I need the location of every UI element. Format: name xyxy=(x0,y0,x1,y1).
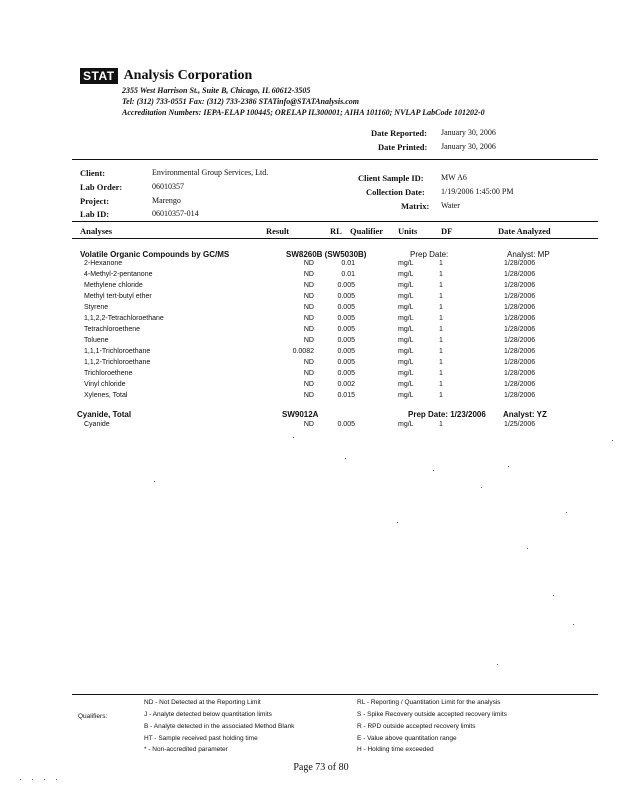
df-value: 1 xyxy=(439,315,443,322)
section-prep-date: Prep Date: 1/23/2006 xyxy=(408,410,486,419)
units-value: mg/L xyxy=(398,381,414,388)
client-label: Client: xyxy=(80,168,106,178)
analyte-name: Tetrachloroethene xyxy=(84,326,141,333)
result-value: ND xyxy=(303,282,314,289)
lab-order: 06010357 xyxy=(152,182,184,191)
table-row xyxy=(0,326,642,337)
df-value: 1 xyxy=(439,392,443,399)
units-value: mg/L xyxy=(398,337,414,344)
matrix-label: Matrix: xyxy=(401,201,430,211)
lab-id-label: Lab ID: xyxy=(80,209,110,219)
date-analyzed: 1/28/2006 xyxy=(504,282,536,289)
date-analyzed: 1/28/2006 xyxy=(504,370,536,377)
date-reported: January 30, 2006 xyxy=(441,128,496,137)
table-row xyxy=(0,315,642,326)
date-analyzed: 1/28/2006 xyxy=(504,315,536,322)
df-value: 1 xyxy=(439,337,443,344)
units-value: mg/L xyxy=(398,315,414,322)
rl-value: 0.005 xyxy=(337,326,355,333)
result-value: ND xyxy=(303,370,314,377)
result-value: ND xyxy=(303,359,314,366)
section-analyst: Analyst: MP xyxy=(507,250,550,259)
logo-mark: STAT xyxy=(80,68,118,84)
rl-value: 0.005 xyxy=(337,337,355,344)
date-analyzed: 1/28/2006 xyxy=(504,337,536,344)
table-row xyxy=(0,271,642,282)
rl-value: 0.015 xyxy=(337,392,355,399)
df-value: 1 xyxy=(439,282,443,289)
company-logo xyxy=(80,67,252,85)
table-row xyxy=(0,421,642,432)
section-method: SW8260B (SW5030B) xyxy=(286,250,367,259)
divider xyxy=(72,238,598,239)
analyte-name: Methylene chloride xyxy=(84,282,143,289)
date-analyzed: 1/28/2006 xyxy=(504,381,536,388)
result-value: ND xyxy=(303,337,314,344)
col-rl: RL xyxy=(330,226,342,236)
units-value: mg/L xyxy=(398,348,414,355)
rl-value: 0.005 xyxy=(337,359,355,366)
section-method: SW9012A xyxy=(282,410,319,419)
section-analyst: Analyst: YZ xyxy=(503,410,547,419)
divider xyxy=(72,221,598,222)
df-value: 1 xyxy=(439,421,443,428)
analyte-name: 1,1,1-Trichloroethane xyxy=(84,348,151,355)
table-row xyxy=(0,392,642,403)
df-value: 1 xyxy=(439,304,443,311)
units-value: mg/L xyxy=(398,260,414,267)
analyte-name: 1,1,2,2-Tetrachloroethane xyxy=(84,315,164,322)
analyte-name: Cyanide xyxy=(84,421,110,428)
analyte-name: 2-Hexanone xyxy=(84,260,123,267)
result-value: ND xyxy=(303,392,314,399)
df-value: 1 xyxy=(439,359,443,366)
qualifiers-label: Qualifiers: xyxy=(78,713,108,720)
table-row xyxy=(0,260,642,271)
result-value: ND xyxy=(303,293,314,300)
df-value: 1 xyxy=(439,260,443,267)
analyte-name: 4-Methyl-2-pentanone xyxy=(84,271,153,278)
section-prep-date: Prep Date: xyxy=(410,250,449,259)
project: Marengo xyxy=(152,196,181,205)
units-value: mg/L xyxy=(398,326,414,333)
qualifier-rl: RL - Reporting / Quantitation Limit for the analysis xyxy=(357,699,501,706)
qualifier-h: H - Holding time exceeded xyxy=(357,746,434,753)
qualifier-e: E - Value above quantitation range xyxy=(357,735,457,742)
collection-date: 1/19/2006 1:45:00 PM xyxy=(441,187,514,196)
date-analyzed: 1/28/2006 xyxy=(504,260,536,267)
rl-value: 0.01 xyxy=(341,260,355,267)
rl-value: 0.005 xyxy=(337,293,355,300)
rl-value: 0.005 xyxy=(337,370,355,377)
date-analyzed: 1/28/2006 xyxy=(504,348,536,355)
analyte-name: Methyl tert-butyl ether xyxy=(84,293,152,300)
rl-value: 0.005 xyxy=(337,304,355,311)
date-analyzed: 1/25/2006 xyxy=(504,421,536,428)
date-printed: January 30, 2006 xyxy=(441,142,496,151)
table-row xyxy=(0,282,642,293)
project-label: Project: xyxy=(80,196,110,206)
result-value: ND xyxy=(303,421,314,428)
company-name: Analysis Corporation xyxy=(123,68,253,84)
page-number: Page 73 of 80 xyxy=(293,762,349,773)
qualifier-s: S - Spike Recovery outside accepted recovery limits xyxy=(357,711,507,718)
table-row xyxy=(0,337,642,348)
rl-value: 0.005 xyxy=(337,315,355,322)
company-address: 2355 West Harrison St., Suite B, Chicago, IL 60612-3505 xyxy=(122,86,311,95)
accreditation-numbers: Accreditation Numbers: IEPA-ELAP 100445; ORELAP IL300001; AIHA 101160; NVLAP LabCode 101202-0 xyxy=(122,108,485,117)
result-value: ND xyxy=(303,271,314,278)
units-value: mg/L xyxy=(398,421,414,428)
rl-value: 0.002 xyxy=(337,381,355,388)
qualifier-b: B - Analyte detected in the associated Method Blank xyxy=(144,723,295,730)
date-printed-label: Date Printed: xyxy=(378,142,428,152)
result-value: ND xyxy=(303,381,314,388)
table-row xyxy=(0,348,642,359)
section-title: Volatile Organic Compounds by GC/MS xyxy=(80,250,230,259)
result-value: ND xyxy=(303,326,314,333)
col-df: DF xyxy=(441,226,453,236)
result-value: 0.0082 xyxy=(292,348,314,355)
df-value: 1 xyxy=(439,271,443,278)
client-sample-id: MW A6 xyxy=(441,173,467,182)
analyte-name: Vinyl chloride xyxy=(84,381,126,388)
collection-date-label: Collection Date: xyxy=(366,187,425,197)
divider xyxy=(72,159,598,160)
units-value: mg/L xyxy=(398,304,414,311)
section-title: Cyanide, Total xyxy=(77,410,132,419)
table-row xyxy=(0,293,642,304)
date-analyzed: 1/28/2006 xyxy=(504,392,536,399)
qualifier-j: J - Analyte detected below quantitation limits xyxy=(144,711,272,718)
analyte-name: Trichloroethene xyxy=(84,370,133,377)
qualifier-r: R - RPD outside accepted recovery limits xyxy=(357,723,476,730)
table-row xyxy=(0,304,642,315)
rl-value: 0.005 xyxy=(337,282,355,289)
result-value: ND xyxy=(303,315,314,322)
col-qualifier: Qualifier xyxy=(350,226,384,236)
units-value: mg/L xyxy=(398,392,414,399)
result-value: ND xyxy=(303,304,314,311)
units-value: mg/L xyxy=(398,359,414,366)
col-analyses: Analyses xyxy=(80,226,113,236)
df-value: 1 xyxy=(439,293,443,300)
col-date-analyzed: Date Analyzed xyxy=(498,226,551,236)
df-value: 1 xyxy=(439,326,443,333)
company-contact: Tel: (312) 733-0551 Fax: (312) 733-2386 STATinfo@STATAnalysis.com xyxy=(122,97,359,106)
rl-value: 0.005 xyxy=(337,348,355,355)
rl-value: 0.005 xyxy=(337,421,355,428)
col-result: Result xyxy=(266,226,290,236)
units-value: mg/L xyxy=(398,282,414,289)
table-row xyxy=(0,359,642,370)
units-value: mg/L xyxy=(398,271,414,278)
qualifier-ht: HT - Sample received past holding time xyxy=(144,735,258,742)
df-value: 1 xyxy=(439,348,443,355)
matrix: Water xyxy=(441,201,460,210)
lab-id: 06010357-014 xyxy=(152,209,199,218)
units-value: mg/L xyxy=(398,370,414,377)
analyte-name: Xylenes, Total xyxy=(84,392,128,399)
date-analyzed: 1/28/2006 xyxy=(504,359,536,366)
lab-order-label: Lab Order: xyxy=(80,182,123,192)
divider xyxy=(72,694,598,695)
df-value: 1 xyxy=(439,381,443,388)
date-analyzed: 1/28/2006 xyxy=(504,304,536,311)
qualifier-nd: ND - Not Detected at the Reporting Limit xyxy=(144,699,261,706)
analyte-name: 1,1,2-Trichloroethane xyxy=(84,359,151,366)
table-row xyxy=(0,381,642,392)
client-sample-id-label: Client Sample ID: xyxy=(358,173,424,183)
date-analyzed: 1/28/2006 xyxy=(504,271,536,278)
units-value: mg/L xyxy=(398,293,414,300)
df-value: 1 xyxy=(439,370,443,377)
date-reported-label: Date Reported: xyxy=(371,128,427,138)
result-value: ND xyxy=(303,260,314,267)
date-analyzed: 1/28/2006 xyxy=(504,326,536,333)
table-row xyxy=(0,370,642,381)
analyte-name: Styrene xyxy=(84,304,109,311)
date-analyzed: 1/28/2006 xyxy=(504,293,536,300)
qualifier-star: * - Non-accredited parameter xyxy=(144,746,228,753)
rl-value: 0.01 xyxy=(341,271,355,278)
analyte-name: Toluene xyxy=(84,337,109,344)
client-name: Environmental Group Services, Ltd. xyxy=(152,168,269,177)
col-units: Units xyxy=(398,226,418,236)
